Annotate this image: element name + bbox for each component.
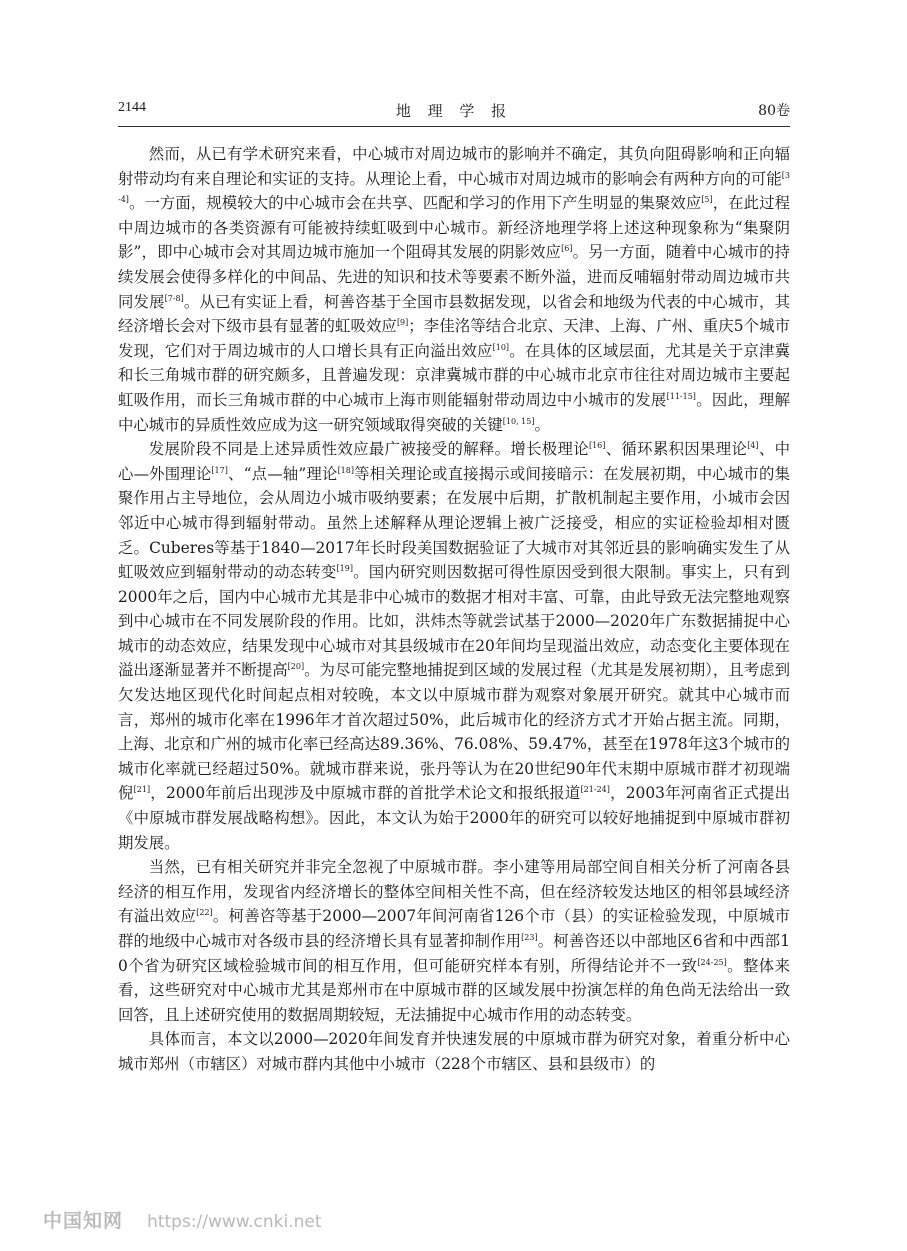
article-body [118, 142, 790, 1077]
citation-ref: [4] [747, 441, 759, 451]
text-run: 然而，从已有学术研究来看，中心城市对周边城市的影响并不确定，其负向阻碍影响和正向辐射带动均有来自理论和实证的支持。从理论上看，中心城市对周边城市的影响会有两种方向的可能 [118, 145, 790, 188]
text-run: 。在具体的区域层面，尤其是关于京津冀和长三角城市群的研究颇多，且普遍发现：京津冀城市群的中心城市北京市往往对周边城市主要起虹吸作用，而长三角城市群的中心城市上海市则能辐射带动周边中小城市的发展 [118, 341, 790, 409]
text-run: 、“点—轴”理论 [227, 464, 338, 483]
cnki-brand: 中国知网 [43, 1210, 124, 1232]
paragraph [118, 142, 790, 437]
text-run: 、中心—外围理论 [118, 440, 790, 483]
watermark-footer [43, 1206, 322, 1233]
citation-ref: [5] [701, 195, 713, 205]
citation-ref: [18] [337, 465, 354, 475]
citation-ref: [9] [396, 318, 409, 328]
citation-ref: [3-4] [118, 170, 790, 205]
citation-ref: [10] [492, 342, 510, 352]
text-run: 。因此，理解中心城市的异质性效应成为这一研究领域取得突破的关键 [118, 390, 790, 434]
text-run: 。整体来看，这些研究对中心城市尤其是郑州市在中原城市群的区域发展中扮演怎样的角色尚无法给出一致回答，且上述研究使用的数据周期较短，无法捕捉中心城市作用的动态转变。 [118, 956, 790, 1024]
citation-ref: [17] [211, 465, 228, 475]
paragraph [118, 1027, 790, 1076]
citation-ref: [20] [287, 662, 305, 672]
text-run: 具体而言，本文以2000—2020年间发育并快速发展的中原城市群为研究对象，着重分析中心城市郑州（市辖区）对城市群内其他中小城市（228个市辖区、县和县级市）的 [118, 1030, 790, 1073]
paragraph [118, 855, 790, 1027]
text-run: 。一方面，规模较大的中心城市会在共享、匹配和学习的作用下产生明显的集聚效应 [128, 194, 702, 213]
text-run: 。柯善咨还以中部地区6省和中西部10个省为研究区域检验城市间的相互作用，但可能研究样本有别，所得结论并不一致 [118, 932, 790, 975]
paragraph [118, 437, 790, 855]
text-run: 。另一方面，随着中心城市的持续发展会使得多样化的中间品、先进的知识和技术等要素不断外溢，进而反哺辐射带动周边城市共同发展 [118, 243, 790, 311]
text-run: 等相关理论或直接揭示或间接暗示：在发展初期，中心城市的集聚作用占主导地位，会从周边小城市吸纳要素；在发展中后期，扩散机制起主要作用，小城市会因邻近中心城市得到辐射带动。虽然上述解释从理论逻辑上被广泛接受，相应的实证检验却相对匮乏。Cuberes等基于1840—2017年长时段美国数据验证了大城市对其邻近县的影响确实发生了从虹吸效应到辐射带动的动态转变 [118, 464, 790, 582]
text-run: ，2000年前后出现涉及中原城市群的首批学术论文和报纸报道 [150, 784, 581, 803]
header-rule [118, 126, 790, 127]
cnki-url: https://www.cnki.net [147, 1212, 322, 1232]
text-run: 当然，已有相关研究并非完全忽视了中原城市群。李小建等用局部空间自相关分析了河南各县经济的相互作用，发现省内经济增长的整体空间相关性不高，但在经济较发达地区的相邻县域经济有溢出效应 [118, 858, 790, 926]
text-run: 、循环累积因果理论 [605, 440, 748, 459]
text-run: ，在此过程中周边城市的各类资源有可能被持续虹吸到中心城市。新经济地理学将上述这种现象称为“集聚阴影”，即中心城市会对其周边城市施加一个阻碍其发展的阴影效应 [118, 194, 790, 262]
text-run: 。柯善咨等基于2000—2007年间河南省126个市（县）的实证检验发现，中原城市群的地级中心城市对各级市县的经济增长具有显著抑制作用 [118, 907, 790, 950]
text-run: 发展阶段不同是上述异质性效应最广被接受的解释。增长极理论 [148, 440, 589, 459]
citation-ref: [21] [133, 785, 151, 795]
citation-ref: [16] [588, 441, 606, 451]
running-header [118, 100, 790, 122]
text-run: ，2003年河南省正式提出《中原城市群发展战略构想》。因此，本文认为始于2000年的研究可以较好地捕捉到中原城市群初期发展。 [118, 784, 790, 852]
citation-ref: [6] [561, 244, 573, 254]
text-run: 。从已有实证上看，柯善咨基于全国市县数据发现，以省会和地级为代表的中心城市，其经济增长会对下级市县有显著的虹吸效应 [118, 292, 790, 336]
citation-ref: [21-24] [580, 785, 610, 795]
citation-ref: [11-15] [666, 391, 696, 401]
citation-ref: [23] [521, 933, 538, 942]
text-run: 。国内研究则因数据可得性原因受到很大限制。事实上，只有到2000年之后，国内中心城市尤其是非中心城市的数据才相对丰富、可靠，由此导致无法完整地观察到中心城市在不同发展阶段的作用。比如，洪炜杰等就尝试基于2000—2020年广东数据捕捉中心城市的动态效应，结果发现中心城市对其县级城市在20年间均呈现溢出效应，动态变化主要体现在溢出逐渐显著并不断提高 [118, 563, 790, 680]
citation-ref: [7-8] [164, 293, 184, 303]
text-run: 。为尽可能完整地捕捉到区域的发展过程（尤其是发展初期），且考虑到欠发达地区现代化时间起点相对较晚，本文以中原城市群为观察对象展开研究。就其中心城市而言，郑州的城市化率在1996年才首次超过50%，此后城市化的经济方式才开始占据主流。同期，上海、北京和广州的城市化率已经高达89.36%、76.08%、59.47%，甚至在1978年这3个城市的城市化率就已经超过50%。就城市群来说，张丹等认为在20世纪90年代末期中原城市群才初现端倪 [118, 661, 790, 803]
citation-ref: [19] [336, 564, 353, 574]
text-run: 。 [534, 415, 550, 434]
citation-ref: [22] [196, 908, 213, 918]
volume-label: 80卷 [758, 103, 790, 119]
citation-ref: [10, 15] [502, 416, 535, 426]
text-run: ；李佳洺等结合北京、天津、上海、广州、重庆5个城市发现，它们对于周边城市的人口增长具有正向溢出效应 [118, 317, 790, 360]
citation-ref: [24-25] [697, 957, 727, 967]
page-number: 2144 [118, 100, 146, 115]
journal-title: 地 理 学 报 [395, 102, 513, 120]
